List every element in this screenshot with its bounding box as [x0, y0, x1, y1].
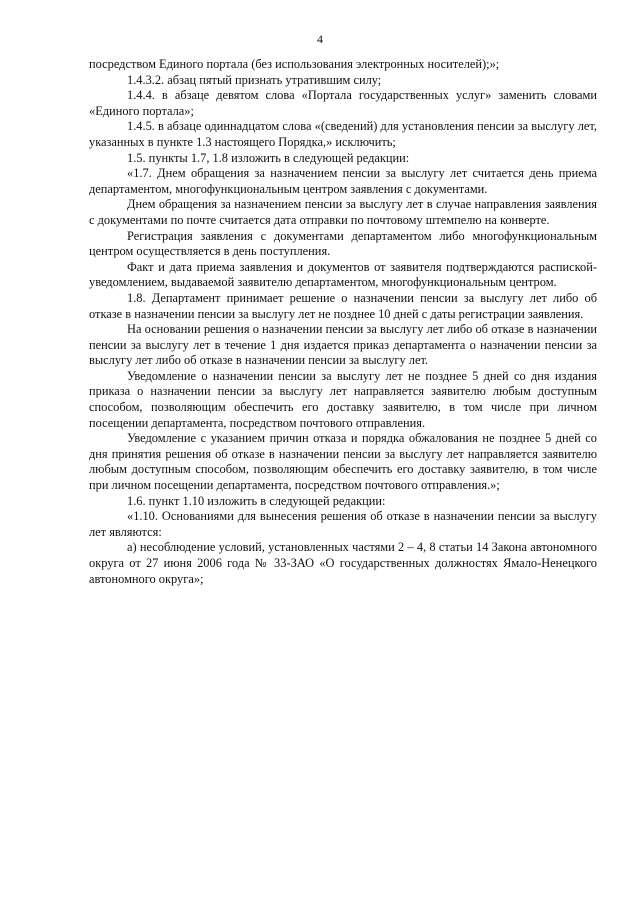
paragraph-registration: Регистрация заявления с документами департаментом либо многофункциональным центром осуществляется в день поступления. [89, 228, 597, 259]
paragraph-order: На основании решения о назначении пенсии за выслугу лет либо об отказе в назначении пенсии за выслугу лет в течение 1 дня издается приказ департамента о назначении пенсии за выслугу лет либо об отказе в назначении пенсии за выслугу лет. [89, 322, 597, 368]
paragraph-1-8: 1.8. Департамент принимает решение о назначении пенсии за выслугу лет либо об отказе в назначении пенсии за выслугу лет не позднее 10 дней с даты регистрации заявления. [89, 290, 597, 321]
paragraph-notification: Уведомление о назначении пенсии за выслугу лет не позднее 5 дней со дня издания приказа о назначении пенсии за выслугу лет направляется заявителю любым доступным способом, позволяющим обеспечить его доставку заявителю, в том числе при личном посещении департамента, посредством почтового отправления. [89, 368, 597, 430]
paragraph-refusal-notification: Уведомление с указанием причин отказа и порядка обжалования не позднее 5 дней со дня принятия решения об отказе в назначении пенсии за выслугу лет направляется заявителю любым доступным способом, позволяющим обеспечить его доставку заявителю, в том числе при личном посещении департамента, посредством почтового отправления.»; [89, 431, 597, 493]
paragraph-1-4-5: 1.4.5. в абзаце одиннадцатом слова «(сведений) для установления пенсии за выслугу лет, указанных в пункте 1.3 настоящего Порядка,» исключить; [89, 119, 597, 149]
page-number: 4 [317, 32, 323, 46]
paragraph-1-10: «1.10. Основаниями для вынесения решения об отказе в назначении пенсии за выслугу лет являются: [89, 509, 597, 539]
paragraph-item-a: а) несоблюдение условий, установленных частями 2 – 4, 8 статьи 14 Закона автономного округа от 27 июня 2006 года № 33-ЗАО «О государственных должностях Ямало-Ненецкого автономного округа»; [89, 540, 597, 586]
paragraph-1-4-4: 1.4.4. в абзаце девятом слова «Портала государственных услуг» заменить словами «Единого портала»; [89, 88, 597, 118]
paragraph-receipt: Факт и дата приема заявления и документов от заявителя подтверждаются распиской-уведомлением, выдаваемой заявителю департаментом, многофункциональным центром. [89, 259, 597, 290]
paragraph-1-6: 1.6. пункт 1.10 изложить в следующей редакции: [127, 493, 386, 508]
paragraph-continuation: посредством Единого портала (без использования электронных носителей);»; [89, 57, 500, 71]
paragraph-1-4-3-2: 1.4.3.2. абзац пятый признать утратившим силу; [127, 72, 382, 87]
document-body [89, 57, 597, 587]
paragraph-1-5: 1.5. пункты 1.7, 1.8 изложить в следующей редакции: [127, 150, 410, 165]
paragraph-1-7: «1.7. Днем обращения за назначением пенсии за выслугу лет считается день приема департаментом, многофункциональным центром заявления с документами. [89, 166, 597, 196]
paragraph-postal-date: Днем обращения за назначением пенсии за выслугу лет в случае направления заявления с документами по почте считается дата отправки по почтовому штемпелю на конверте. [89, 197, 597, 227]
